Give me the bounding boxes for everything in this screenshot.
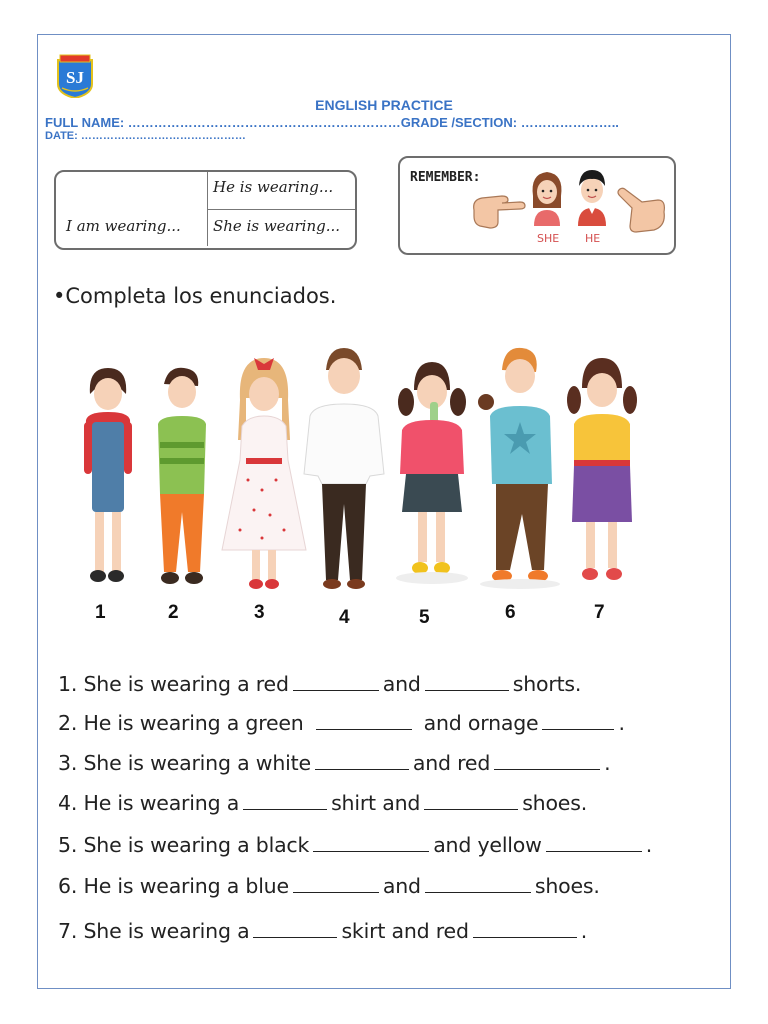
pointing-hand-right-icon [468,190,526,232]
i-am-wearing-text: I am wearing... [66,217,181,235]
figure-number-1: 1 [95,602,106,623]
answer-blank[interactable] [542,713,614,730]
he-label: HE [585,232,601,245]
grammar-divider-horizontal [208,209,355,210]
sentence-text: 6. He is wearing a blue [58,874,289,898]
sentence-text: shoes. [522,791,588,815]
figure-number-2: 2 [168,602,179,623]
sentence-text: 2. He is wearing a green [58,711,304,735]
answer-blank[interactable] [253,921,337,938]
sentence-4 [58,791,587,815]
sentence-3 [58,751,611,775]
figure-number-5: 5 [419,607,430,628]
he-is-wearing-text: He is wearing... [213,178,334,196]
instruction-text: •Completa los enunciados. [53,284,337,308]
answer-blank[interactable] [316,713,412,730]
sentence-text: and ornage [423,711,539,735]
sentence-1 [58,672,581,696]
sentence-text: 4. He is wearing a [58,791,240,815]
answer-blank[interactable] [313,835,429,852]
sentence-text: 1. She is wearing a red [58,672,289,696]
sentence-text: and [382,874,421,898]
sentence-text: shorts. [512,672,582,696]
sentence-text: . [580,919,588,943]
kid-6-boy-blue-shirt [470,344,562,592]
sentence-text: and yellow [433,833,542,857]
svg-text:SJ: SJ [66,68,84,87]
sentence-text: . [618,711,625,735]
answer-blank[interactable] [473,921,577,938]
sentence-text: skirt and red [341,919,469,943]
pointing-hand-left-icon [614,186,670,238]
sentence-text: shoes. [534,874,600,898]
full-name-field[interactable]: FULL NAME: ………………………………………………………GRADE /SECTION: ………………….. [45,115,619,130]
sentence-text: 5. She is wearing a black [58,833,310,857]
girl-avatar-icon [528,168,566,226]
kid-4-boy-white-shirt [298,344,390,592]
answer-blank[interactable] [546,835,642,852]
boy-avatar-icon [572,164,612,226]
answer-blank[interactable] [315,753,409,770]
figure-number-3: 3 [254,602,265,623]
sentence-text: 3. She is wearing a white [58,751,311,775]
kid-1-girl-overalls [78,362,150,592]
answer-blank[interactable] [293,876,379,893]
sentence-text: and [382,672,421,696]
date-field[interactable]: DATE: ……………………………………… [45,130,246,142]
answer-blank[interactable] [494,753,600,770]
kid-5-girl-ice-cream [392,356,474,592]
remember-label: REMEMBER: [410,170,481,185]
sentence-text: . [604,751,611,775]
sentence-5 [58,833,652,857]
answer-blank[interactable] [425,876,531,893]
school-logo [56,54,94,98]
figure-number-4: 4 [339,607,350,628]
page-title: ENGLISH PRACTICE [315,97,453,113]
answer-blank[interactable] [424,793,518,810]
sentence-text: 7. She is wearing a [58,919,250,943]
answer-blank[interactable] [243,793,327,810]
sentence-7 [58,919,587,943]
sentence-text: . [645,833,653,857]
answer-blank[interactable] [425,674,509,691]
kid-3-girl-white-dress [218,350,310,592]
sentence-6 [58,874,600,898]
she-label: SHE [537,232,560,245]
sentence-text: shirt and [331,791,421,815]
sentence-text: and red [412,751,491,775]
kid-2-boy-green-shirt [148,362,216,592]
she-is-wearing-text: She is wearing... [213,217,341,235]
figure-number-7: 7 [594,602,605,623]
figure-number-6: 6 [505,602,516,623]
answer-blank[interactable] [293,674,379,691]
kid-7-girl-purple-skirt [564,354,640,592]
sentence-2 [58,711,625,735]
